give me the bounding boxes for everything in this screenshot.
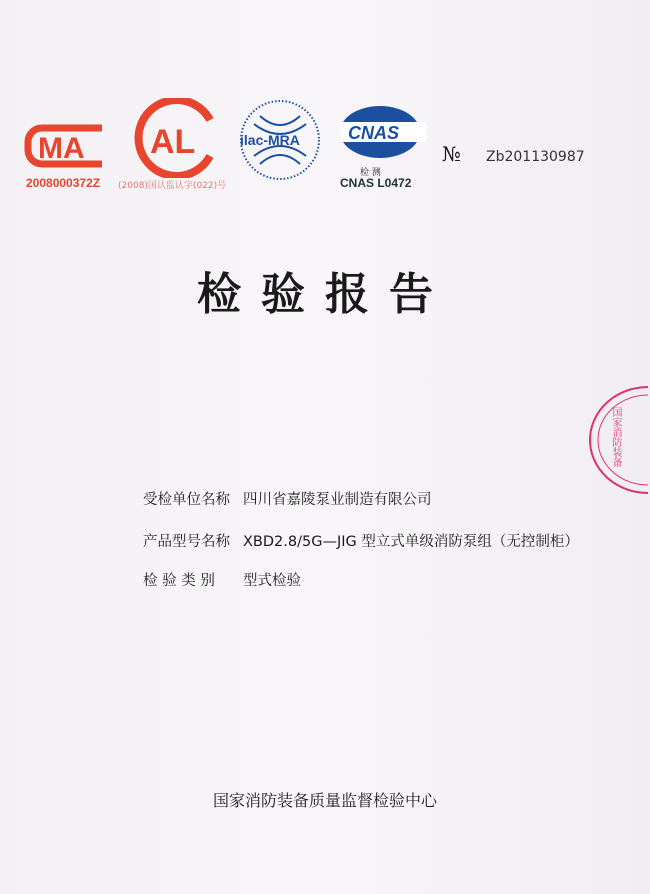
cma-logo: [24, 118, 120, 174]
cnas-caption-cn: 检 测: [360, 168, 381, 178]
field-value: 四川省嘉陵泵业制造有限公司: [243, 492, 432, 508]
svg-text:MA: MA: [38, 132, 85, 165]
field-value: 型式检验: [243, 573, 301, 589]
official-stamp: [588, 385, 648, 495]
field-product-model: [143, 530, 579, 551]
stamp-text: 国家消防装备: [610, 407, 621, 467]
field-label: 产品型号名称: [143, 534, 230, 550]
field-value: XBD2.8/5G—JIG 型立式单级消防泵组（无控制柜）: [243, 534, 579, 550]
page-title: 检验报告: [197, 269, 453, 320]
svg-text:CNAS: CNAS: [348, 123, 400, 143]
field-inspection-type: [143, 569, 301, 590]
cma-number: 2008000372Z: [26, 176, 101, 190]
svg-text:ilac-MRA: ilac-MRA: [240, 132, 300, 148]
cnas-number: CNAS L0472: [340, 176, 412, 190]
field-inspected-unit: [143, 488, 432, 509]
ilac-mra-logo: [238, 98, 322, 182]
svg-text:AL: AL: [150, 123, 196, 161]
cnas-logo: [336, 100, 426, 164]
field-label: 受检单位名称: [143, 492, 230, 508]
issuer-name: 国家消防装备质量监督检验中心: [212, 791, 437, 810]
report-number: Zb201130987: [486, 149, 585, 165]
number-symbol: №: [442, 142, 461, 166]
field-label: 检 验 类 别: [143, 573, 215, 589]
cal-logo: [128, 98, 224, 178]
cal-caption: (2008)国认监认字(022)号: [118, 181, 227, 191]
